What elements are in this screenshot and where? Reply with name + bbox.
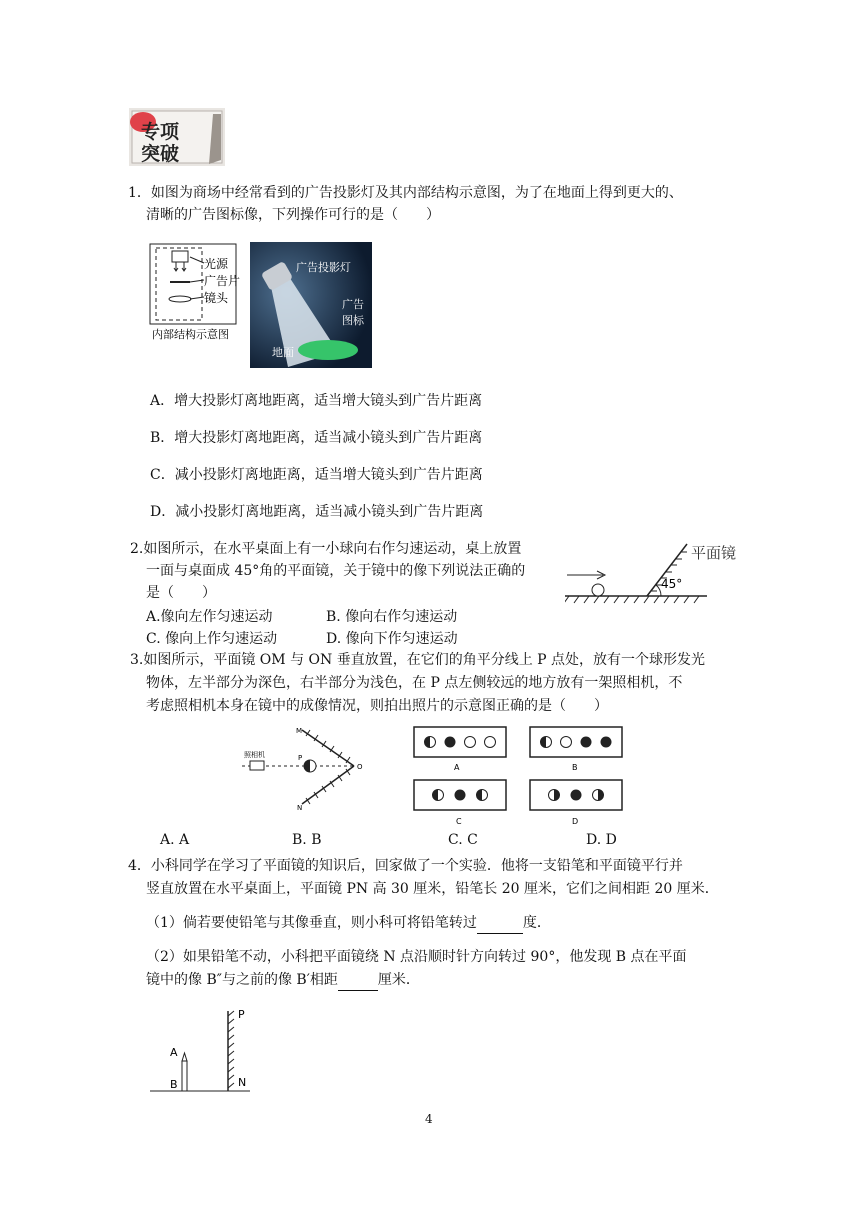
label-light-source: 光源 bbox=[204, 257, 229, 271]
q1-option-d[interactable]: D．减小投影灯离地距离，适当减小镜头到广告片距离 bbox=[150, 504, 484, 520]
q3-stem-line2: 物体，左半部分为深色，右半部分为浅色，在 P 点左侧较远的地方放有一架照相机，不 bbox=[146, 675, 683, 691]
photo-label-b: B bbox=[572, 763, 578, 772]
mirror-label: 平面镜 bbox=[691, 544, 737, 562]
label-p: P bbox=[238, 1008, 245, 1021]
ball-icon bbox=[592, 584, 604, 596]
label-n: N bbox=[297, 804, 303, 812]
q1-option-a[interactable]: A．增大投影灯离地距离，适当增大镜头到广告片距离 bbox=[150, 393, 483, 409]
label-n: N bbox=[238, 1076, 247, 1089]
label-a: A bbox=[170, 1046, 178, 1059]
q4-stem-line1: 4．小科同学在学习了平面镜的知识后，回家做了一个实验．他将一支铅笔和平面镜平行并 bbox=[128, 858, 683, 874]
pencil-icon bbox=[182, 1061, 187, 1091]
q2-stem-line2: 一面与桌面成 45°角的平面镜，关于镜中的像下列说法正确的 bbox=[146, 563, 526, 579]
q1-figure bbox=[148, 242, 372, 368]
inner-caption: 内部结构示意图 bbox=[152, 328, 229, 341]
q2-stem-line1: 2.如图所示，在水平桌面上有一小球向右作匀速运动，桌上放置 bbox=[130, 541, 522, 557]
label-p: P bbox=[298, 754, 303, 762]
q3-stem-line3: 考虑照相机本身在镜中的成像情况，则拍出照片的示意图正确的是（ ） bbox=[146, 698, 608, 714]
q4-figure bbox=[150, 1008, 260, 1096]
q2-option-c[interactable]: C. 像向上作匀速运动 bbox=[146, 631, 278, 647]
q4-sub2-text: 镜中的像 B″与之前的像 B′相距 bbox=[146, 972, 338, 988]
q2-option-b[interactable]: B. 像向右作匀速运动 bbox=[326, 609, 458, 625]
label-lamp: 广告投影灯 bbox=[296, 261, 351, 274]
q3-option-b[interactable]: B. B bbox=[292, 832, 322, 848]
q2-option-d[interactable]: D. 像向下作匀速运动 bbox=[326, 631, 458, 647]
q3-option-a[interactable]: A. A bbox=[160, 832, 190, 848]
banner-line1: 专项 bbox=[141, 121, 180, 143]
banner-graphic bbox=[129, 108, 225, 166]
label-icon-1: 广告 bbox=[342, 298, 364, 311]
q3-photo-options bbox=[410, 722, 630, 828]
q1-option-b[interactable]: B．增大投影灯离地距离，适当减小镜头到广告片距离 bbox=[150, 430, 483, 446]
photo-label-a: A bbox=[454, 763, 460, 772]
q3-option-c[interactable]: C. C bbox=[448, 832, 478, 848]
q4-sub2-blank[interactable] bbox=[338, 970, 378, 991]
q1-stem-line2: 清晰的广告图标像，下列操作可行的是（ ） bbox=[146, 207, 440, 223]
label-ground: 地面 bbox=[272, 346, 294, 359]
q3-mirror-figure bbox=[242, 724, 370, 814]
q4-sub1-blank[interactable] bbox=[477, 913, 523, 934]
label-o: O bbox=[357, 763, 363, 771]
q1-option-c[interactable]: C．减小投影灯离地距离，适当增大镜头到广告片距离 bbox=[150, 467, 483, 483]
page-number: 4 bbox=[425, 1112, 433, 1126]
angle-label: 45° bbox=[661, 577, 683, 591]
q4-sub1-text: （1）倘若要使铅笔与其像垂直，则小科可将铅笔转过 bbox=[146, 915, 477, 931]
banner-line2: 突破 bbox=[141, 143, 180, 165]
q2-stem-line3: 是（ ） bbox=[146, 585, 216, 601]
q2-option-a[interactable]: A.像向左作匀速运动 bbox=[146, 609, 273, 625]
q2-figure bbox=[565, 534, 745, 604]
q4-sub2-line2 bbox=[146, 970, 420, 991]
q4-sub2-unit: 厘米． bbox=[377, 972, 420, 988]
ground-icon-spot bbox=[298, 340, 358, 360]
q4-sub2-line1: （2）如果铅笔不动，小科把平面镜绕 N 点沿顺时针方向转过 90°，他发现 B 点在平面 bbox=[146, 949, 687, 965]
camera-label: 照相机 bbox=[244, 751, 265, 759]
label-m: M bbox=[296, 727, 303, 735]
photo-label-d: D bbox=[572, 817, 579, 826]
label-film: 广告片 bbox=[204, 274, 241, 288]
q4-stem-line2: 竖直放置在水平桌面上，平面镜 PN 高 30 厘米，铅笔长 20 厘米，它们之间相距 20 厘米． bbox=[146, 881, 719, 897]
q3-option-d[interactable]: D. D bbox=[586, 832, 617, 848]
q3-stem-line1: 3.如图所示，平面镜 OM 与 ON 垂直放置，在它们的角平分线上 P 点处，放有一个球形发光 bbox=[130, 652, 706, 668]
q1-stem-line1: 1．如图为商场中经常看到的广告投影灯及其内部结构示意图，为了在地面上得到更大的、 bbox=[128, 185, 683, 201]
light-source-icon bbox=[172, 251, 188, 262]
label-b: B bbox=[170, 1078, 178, 1091]
section-banner bbox=[129, 108, 225, 166]
q4-sub1 bbox=[146, 913, 551, 934]
q4-sub1-unit: 度． bbox=[522, 915, 551, 931]
label-lens: 镜头 bbox=[204, 291, 229, 305]
camera-icon bbox=[250, 761, 264, 770]
photo-label-c: C bbox=[456, 817, 462, 826]
label-icon-2: 图标 bbox=[342, 314, 364, 327]
